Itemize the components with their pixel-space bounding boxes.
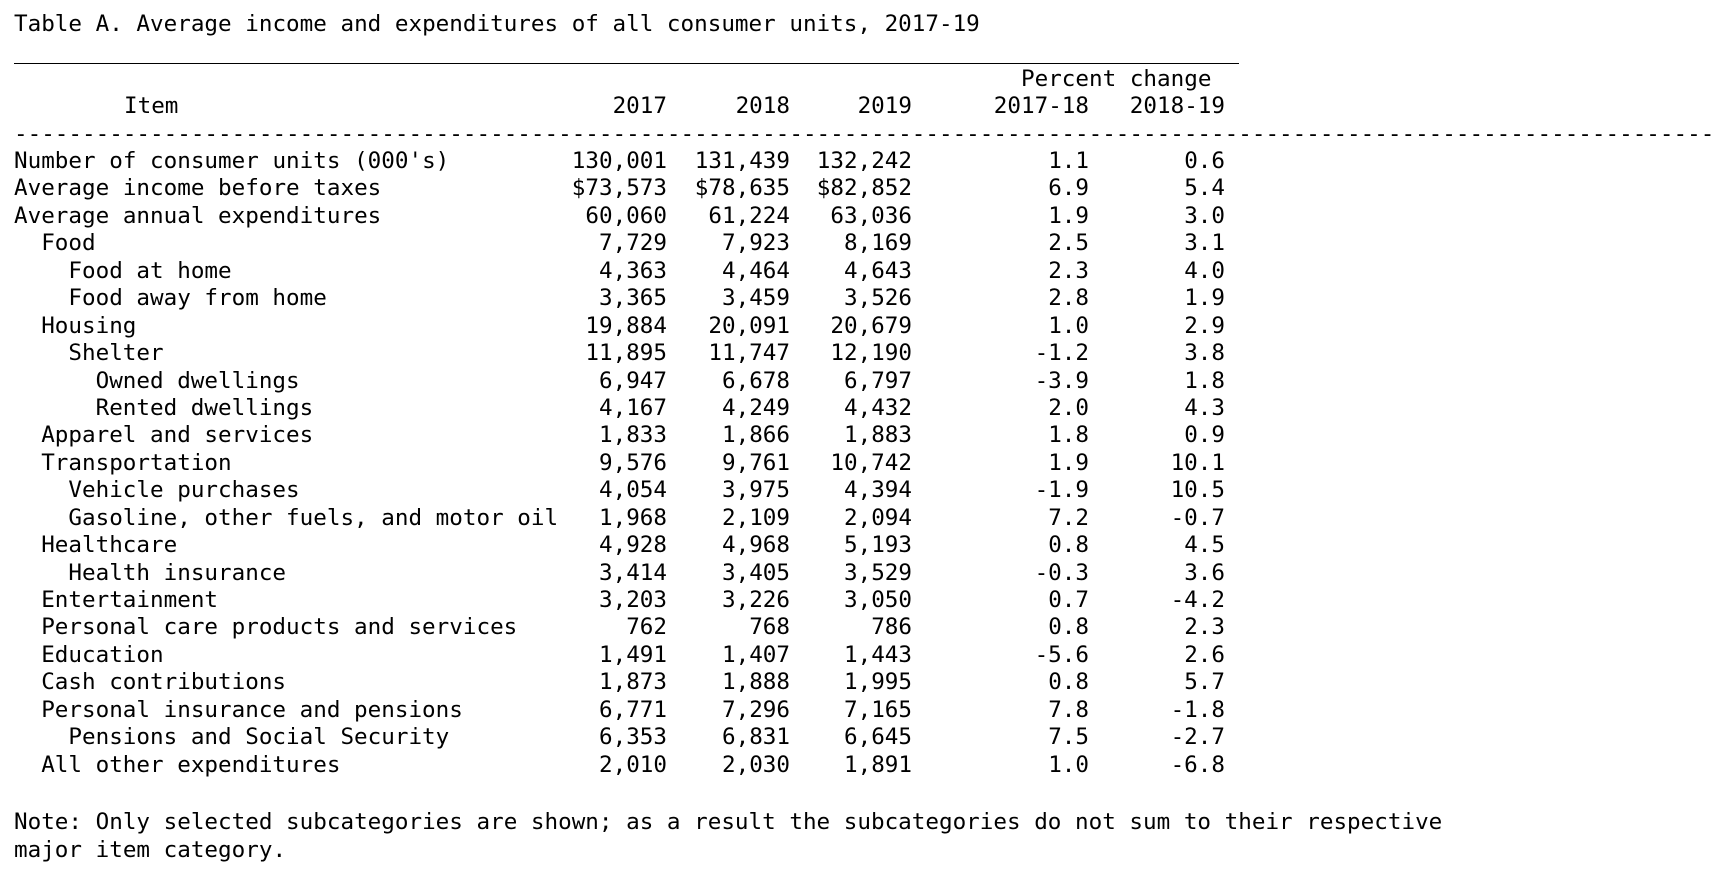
table-row xyxy=(14,258,1239,285)
value-2018: 768 xyxy=(749,614,790,641)
pct-change-2017-18: 0.8 xyxy=(1048,614,1089,641)
pct-change-2017-18: 1.9 xyxy=(1048,202,1089,229)
pct-change-2018-19: 3.0 xyxy=(1184,202,1225,229)
value-2019: 3,050 xyxy=(843,587,912,613)
row-item-label: Apparel and services xyxy=(41,422,314,449)
table-row xyxy=(14,340,1239,367)
value-2019: 8,169 xyxy=(843,230,912,257)
value-2018: 3,405 xyxy=(721,559,790,586)
table-note: Note: Only selected subcategories are shown; as a result the subcategories do not sum to their respective major item category. xyxy=(14,809,1443,863)
value-2018: 3,975 xyxy=(721,477,790,504)
value-2019: 786 xyxy=(871,614,912,641)
pct-change-2018-19: -0.7 xyxy=(1170,504,1225,531)
table-row xyxy=(14,230,1239,257)
value-2017: 130,001 xyxy=(571,148,667,174)
pct-change-2017-18: 1.0 xyxy=(1048,312,1089,339)
value-2019: 10,742 xyxy=(830,449,912,476)
table-row xyxy=(14,148,1239,175)
table-row xyxy=(14,368,1239,395)
value-2019: 3,529 xyxy=(843,559,912,586)
row-item-label: Owned dwellings xyxy=(95,367,300,394)
table-row xyxy=(14,203,1239,230)
pct-change-2017-18: 7.5 xyxy=(1048,724,1089,751)
value-2018: 4,968 xyxy=(721,532,790,559)
value-2019: 12,190 xyxy=(830,340,912,367)
row-item-label: Housing xyxy=(41,312,137,339)
row-item-label: Personal care products and services xyxy=(41,614,518,641)
pct-change-2018-19: 0.6 xyxy=(1184,148,1225,174)
table-row xyxy=(14,614,1239,641)
row-item-label: Pensions and Social Security xyxy=(68,724,450,751)
header-2018: 2018 xyxy=(735,93,790,119)
row-item-label: Personal insurance and pensions xyxy=(41,696,463,723)
row-item-label: Entertainment xyxy=(41,587,219,613)
value-2017: 762 xyxy=(626,614,667,641)
value-2017: 3,414 xyxy=(598,559,667,586)
row-item-label: Food xyxy=(41,230,96,257)
table-row xyxy=(14,532,1239,559)
value-2018: 1,888 xyxy=(721,669,790,696)
value-2018: 6,831 xyxy=(721,724,790,751)
pct-change-2018-19: -1.8 xyxy=(1170,696,1225,723)
value-2018: 7,296 xyxy=(721,696,790,723)
pct-change-2018-19: -2.7 xyxy=(1170,724,1225,751)
pct-change-2017-18: -3.9 xyxy=(1034,367,1089,394)
pct-change-2018-19: 2.9 xyxy=(1184,312,1225,339)
value-2018: 1,407 xyxy=(721,641,790,668)
table-row xyxy=(14,395,1239,422)
row-item-label: Gasoline, other fuels, and motor oil xyxy=(68,504,559,531)
value-2019: 6,797 xyxy=(843,367,912,394)
table-row xyxy=(14,313,1239,340)
value-2017: 4,167 xyxy=(598,394,667,421)
value-2019: 7,165 xyxy=(843,696,912,723)
table-row xyxy=(14,560,1239,587)
value-2018: 6,678 xyxy=(721,367,790,394)
pct-change-2017-18: 1.8 xyxy=(1048,422,1089,449)
value-2017: $73,573 xyxy=(571,175,667,202)
value-2019: 4,643 xyxy=(843,257,912,284)
value-2017: 4,363 xyxy=(598,257,667,284)
table-body xyxy=(14,148,1239,779)
value-2018: 61,224 xyxy=(708,202,790,229)
pct-change-2018-19: 10.1 xyxy=(1170,449,1225,476)
row-item-label: Food away from home xyxy=(68,285,327,312)
table-row xyxy=(14,669,1239,696)
pct-change-2017-18: 0.7 xyxy=(1048,587,1089,613)
row-item-label: Vehicle purchases xyxy=(68,477,300,504)
value-2017: 1,873 xyxy=(598,669,667,696)
row-item-label: All other expenditures xyxy=(41,751,341,778)
value-2019: 1,883 xyxy=(843,422,912,449)
value-2017: 2,010 xyxy=(598,751,667,778)
pct-change-2017-18: -0.3 xyxy=(1034,559,1089,586)
value-2018: 2,030 xyxy=(721,751,790,778)
header-pct-2018-19: 2018-19 xyxy=(1129,93,1225,119)
pct-change-2018-19: 5.7 xyxy=(1184,669,1225,696)
value-2017: 1,833 xyxy=(598,422,667,449)
pct-change-2017-18: -5.6 xyxy=(1034,641,1089,668)
value-2017: 1,491 xyxy=(598,641,667,668)
table-title: Table A. Average income and expenditures of all consumer units, 2017-19 xyxy=(14,11,980,37)
value-2018: 4,464 xyxy=(721,257,790,284)
row-item-label: Education xyxy=(41,641,164,668)
header-2017: 2017 xyxy=(612,93,667,119)
table-row xyxy=(14,752,1239,779)
pct-change-2017-18: 2.8 xyxy=(1048,285,1089,312)
table-row xyxy=(14,697,1239,724)
table-row xyxy=(14,175,1239,202)
value-2019: 2,094 xyxy=(843,504,912,531)
value-2018: 20,091 xyxy=(708,312,790,339)
value-2017: 19,884 xyxy=(585,312,667,339)
pct-change-2018-19: 3.8 xyxy=(1184,340,1225,367)
value-2019: 3,526 xyxy=(843,285,912,312)
value-2018: 1,866 xyxy=(721,422,790,449)
value-2018: 11,747 xyxy=(708,340,790,367)
pct-change-2018-19: 4.3 xyxy=(1184,394,1225,421)
value-2018: $78,635 xyxy=(694,175,790,202)
value-2019: 132,242 xyxy=(816,148,912,174)
row-item-label: Average income before taxes xyxy=(14,175,382,202)
value-2017: 6,353 xyxy=(598,724,667,751)
pct-change-2018-19: 5.4 xyxy=(1184,175,1225,202)
value-2017: 6,947 xyxy=(598,367,667,394)
row-item-label: Rented dwellings xyxy=(95,394,314,421)
pct-change-2018-19: 1.8 xyxy=(1184,367,1225,394)
pct-change-2018-19: 2.6 xyxy=(1184,641,1225,668)
table-row xyxy=(14,587,1239,614)
table-row xyxy=(14,724,1239,751)
pct-change-2018-19: -6.8 xyxy=(1170,751,1225,778)
pct-change-2018-19: 2.3 xyxy=(1184,614,1225,641)
value-2018: 131,439 xyxy=(694,148,790,174)
value-2017: 3,203 xyxy=(598,587,667,613)
pct-change-2017-18: 0.8 xyxy=(1048,532,1089,559)
value-2017: 4,928 xyxy=(598,532,667,559)
row-item-label: Average annual expenditures xyxy=(14,202,382,229)
pct-change-2017-18: 2.5 xyxy=(1048,230,1089,257)
row-item-label: Health insurance xyxy=(68,559,287,586)
top-rule xyxy=(14,63,1239,64)
table-row xyxy=(14,450,1239,477)
pct-change-2017-18: 7.2 xyxy=(1048,504,1089,531)
value-2017: 7,729 xyxy=(598,230,667,257)
pct-change-2018-19: 4.0 xyxy=(1184,257,1225,284)
header-pct-2017-18: 2017-18 xyxy=(993,93,1089,119)
value-2019: 4,394 xyxy=(843,477,912,504)
value-2019: 5,193 xyxy=(843,532,912,559)
value-2018: 3,459 xyxy=(721,285,790,312)
value-2019: 4,432 xyxy=(843,394,912,421)
value-2019: 1,995 xyxy=(843,669,912,696)
pct-change-2017-18: 7.8 xyxy=(1048,696,1089,723)
pct-change-2017-18: 6.9 xyxy=(1048,175,1089,202)
pct-change-2017-18: 1.9 xyxy=(1048,449,1089,476)
header-item: Item xyxy=(124,93,179,119)
value-2019: 63,036 xyxy=(830,202,912,229)
pct-change-2017-18: 1.0 xyxy=(1048,751,1089,778)
value-2019: $82,852 xyxy=(816,175,912,202)
table-row xyxy=(14,422,1239,449)
percent-change-header: Percent change xyxy=(1021,66,1212,92)
pct-change-2017-18: 1.1 xyxy=(1048,148,1089,174)
header-2019: 2019 xyxy=(857,93,912,119)
table-row xyxy=(14,285,1239,312)
pct-change-2017-18: -1.9 xyxy=(1034,477,1089,504)
pct-change-2018-19: 3.6 xyxy=(1184,559,1225,586)
value-2017: 11,895 xyxy=(585,340,667,367)
pct-change-2017-18: 2.0 xyxy=(1048,394,1089,421)
pct-change-2017-18: 2.3 xyxy=(1048,257,1089,284)
table-row xyxy=(14,505,1239,532)
row-item-label: Cash contributions xyxy=(41,669,287,696)
pct-change-2018-19: 10.5 xyxy=(1170,477,1225,504)
row-item-label: Healthcare xyxy=(41,532,178,559)
value-2017: 6,771 xyxy=(598,696,667,723)
value-2019: 6,645 xyxy=(843,724,912,751)
row-item-label: Transportation xyxy=(41,449,232,476)
pct-change-2018-19: -4.2 xyxy=(1170,587,1225,613)
value-2018: 9,761 xyxy=(721,449,790,476)
pct-change-2018-19: 4.5 xyxy=(1184,532,1225,559)
value-2018: 4,249 xyxy=(721,394,790,421)
value-2017: 1,968 xyxy=(598,504,667,531)
value-2018: 7,923 xyxy=(721,230,790,257)
value-2017: 9,576 xyxy=(598,449,667,476)
pct-change-2018-19: 3.1 xyxy=(1184,230,1225,257)
pct-change-2018-19: 1.9 xyxy=(1184,285,1225,312)
value-2017: 60,060 xyxy=(585,202,667,229)
value-2019: 20,679 xyxy=(830,312,912,339)
value-2019: 1,891 xyxy=(843,751,912,778)
value-2018: 3,226 xyxy=(721,587,790,613)
pct-change-2018-19: 0.9 xyxy=(1184,422,1225,449)
row-item-label: Food at home xyxy=(68,257,232,284)
table-row xyxy=(14,642,1239,669)
row-item-label: Shelter xyxy=(68,340,164,367)
value-2019: 1,443 xyxy=(843,641,912,668)
pct-change-2017-18: 0.8 xyxy=(1048,669,1089,696)
value-2017: 3,365 xyxy=(598,285,667,312)
row-item-label: Number of consumer units (000's) xyxy=(14,148,450,174)
value-2017: 4,054 xyxy=(598,477,667,504)
table-row xyxy=(14,477,1239,504)
dashed-rule: ----------------------------------------------------------------------------------------------------------------------------- xyxy=(14,121,1714,147)
value-2018: 2,109 xyxy=(721,504,790,531)
pct-change-2017-18: -1.2 xyxy=(1034,340,1089,367)
